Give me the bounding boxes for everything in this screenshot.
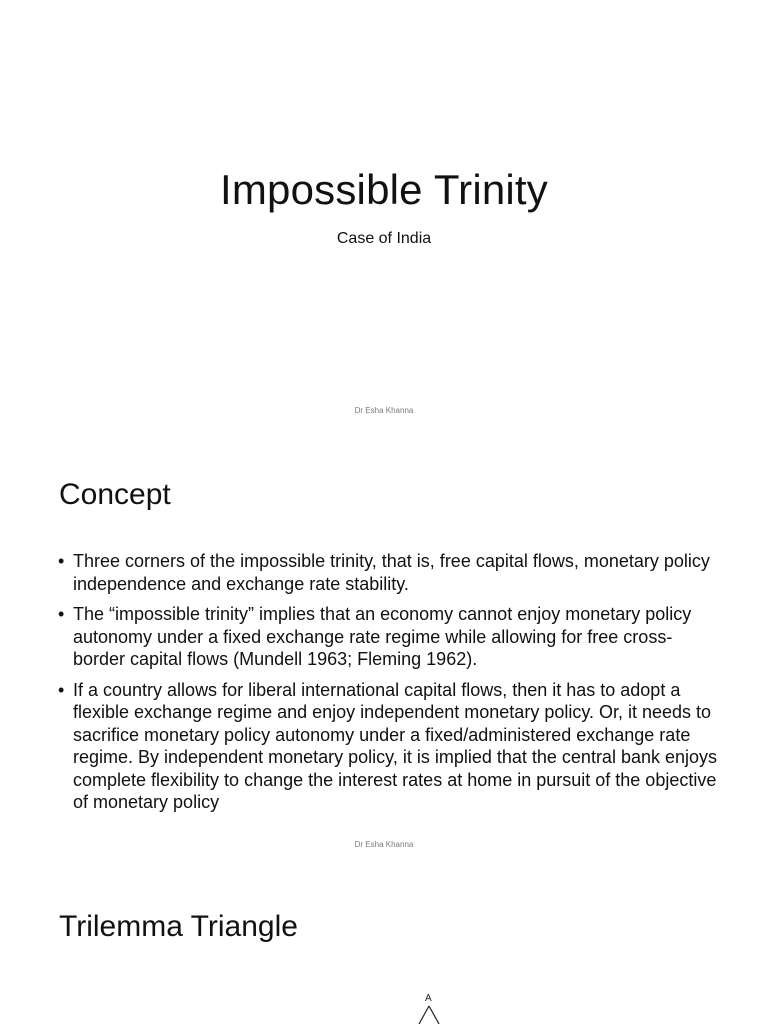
slide-title: Impossible Trinity xyxy=(219,166,549,213)
triangle-left-edge xyxy=(419,1006,429,1024)
slide-footer: Dr Esha Khanna xyxy=(354,840,414,849)
slide-heading: Concept xyxy=(59,478,171,511)
list-item xyxy=(58,603,718,671)
list-item xyxy=(58,679,718,814)
bullet-icon: • xyxy=(58,679,65,700)
concept-slide xyxy=(0,434,768,868)
bullet-text: If a country allows for liberal international capital flows, then it has to adopt a flexible exchange regime and enjoy independent monetary policy. Or, it needs to sacrifice monetary policy autonomy under a fixed/administered exchange rate regime. By independent monetary policy, it is implied that the central bank enjoys complete flexibility to change the interest rates at home in pursuit of the objective of monetary policy xyxy=(73,679,718,812)
title-slide xyxy=(0,0,768,434)
slide-heading: Trilemma Triangle xyxy=(59,910,298,943)
triangle-right-edge xyxy=(429,1006,439,1024)
slide-subtitle: Case of India xyxy=(336,230,432,247)
bullet-text: The “impossible trinity” implies that an economy cannot enjoy monetary policy autonomy under a fixed exchange rate regime while allowing for free cross-border capital flows (Mundell 1963; Fleming 1962). xyxy=(73,604,692,669)
bullet-text: Three corners of the impossible trinity, that is, free capital flows, monetary policy independence and exchange rate stability. xyxy=(73,551,710,594)
slide-footer: Dr Esha Khanna xyxy=(354,406,414,415)
trilemma-slide xyxy=(0,868,768,1024)
triangle-top-label: A xyxy=(425,993,432,1004)
bullet-list xyxy=(58,550,718,822)
bullet-icon: • xyxy=(58,604,65,624)
list-item xyxy=(58,550,718,595)
triangle-diagram xyxy=(414,992,444,1024)
bullet-icon: • xyxy=(58,551,65,571)
